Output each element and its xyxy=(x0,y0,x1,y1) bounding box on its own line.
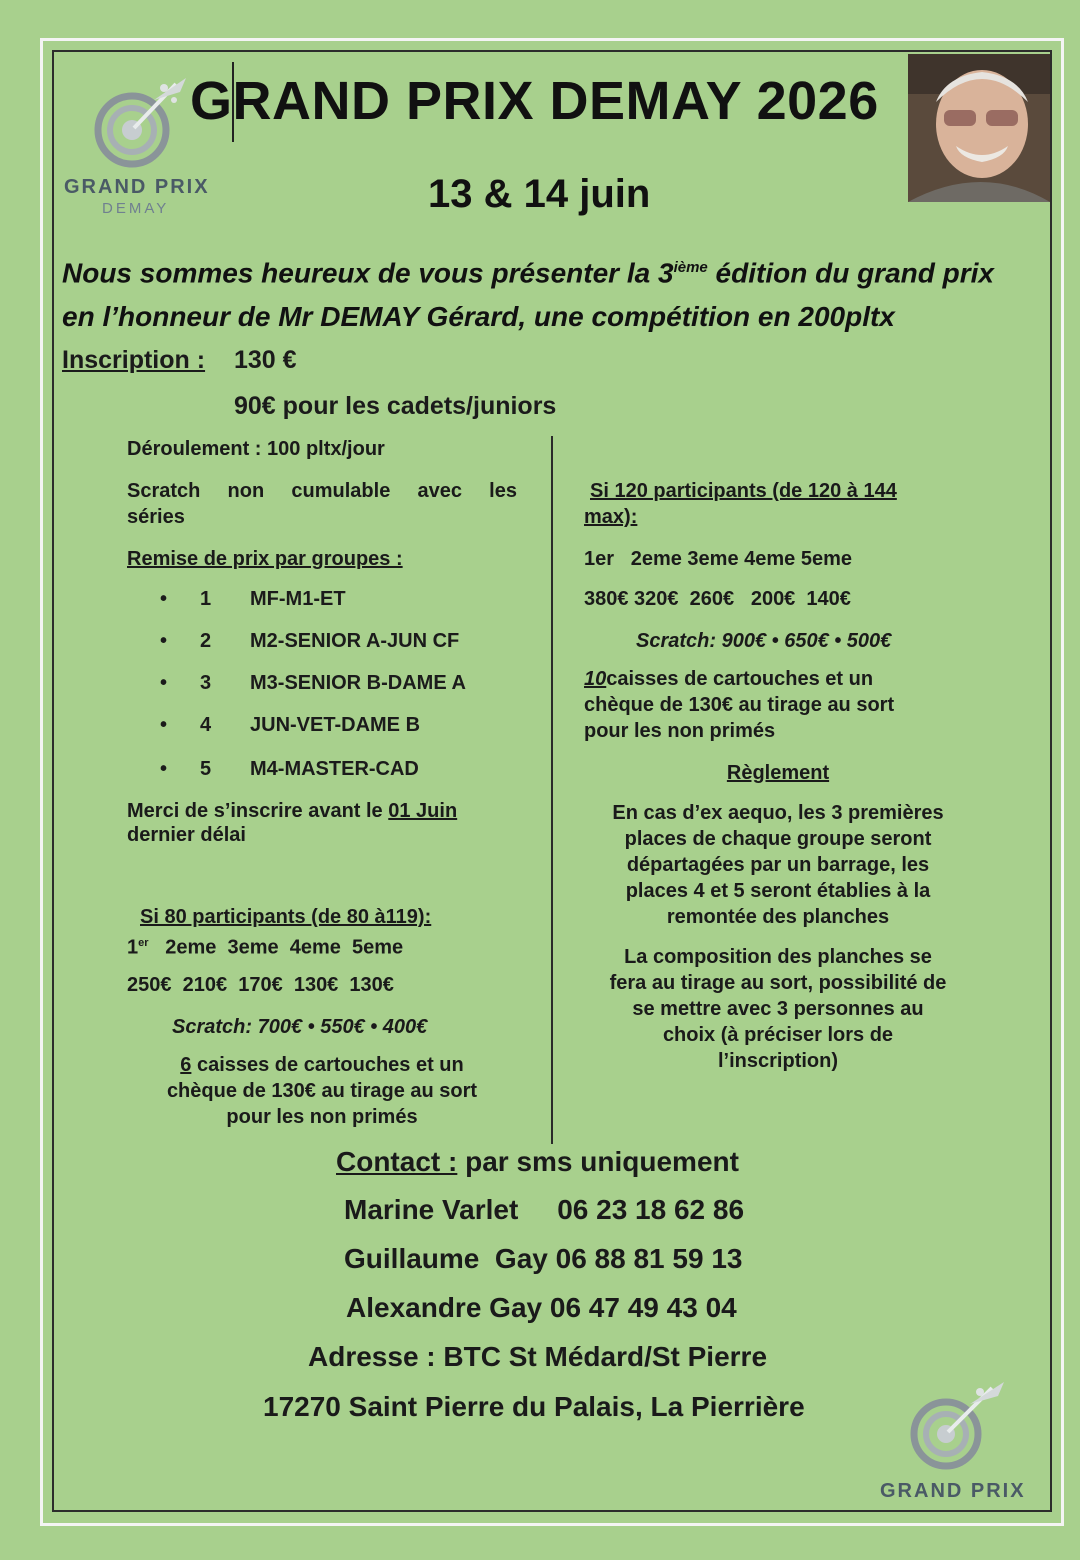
p120-scratch: Scratch: 900€ • 650€ • 500€ xyxy=(636,630,892,652)
p80-scratch: Scratch: 700€ • 550€ • 400€ xyxy=(172,1016,428,1038)
group-item-5: • 5 M4-MASTER-CAD xyxy=(160,758,419,780)
p80-prizes: 250€ 210€ 170€ 130€ 130€ xyxy=(127,974,394,996)
event-date: 13 & 14 juin xyxy=(428,172,651,216)
p80-places: 1er 2eme 3eme 4eme 5eme xyxy=(127,936,404,959)
p120-prizes: 380€ 320€ 260€ 200€ 140€ xyxy=(584,588,851,610)
column-separator xyxy=(551,436,553,1144)
p120-places: 1er 2eme 3eme 4eme 5eme xyxy=(584,548,852,570)
reglement-paragraph-1: En cas d’ex aequo, les 3 premières places de chaque groupe seront départagées par un barrage, les places 4 et 5 seront établies à la remontée des planches xyxy=(612,802,944,928)
p120-title: Si 120 participants (de 120 à 144 max): xyxy=(584,480,897,528)
logo-subtext-top: DEMAY xyxy=(102,200,170,217)
target-logo-bottom-icon xyxy=(906,1376,1010,1472)
p80-lot: 6 caisses de cartouches et un chèque de 130€ au tirage au sort pour les non primés xyxy=(166,1054,478,1128)
inscription-price: 130 € xyxy=(234,346,297,374)
groups-title: Remise de prix par groupes : xyxy=(127,548,403,570)
reglement-title: Règlement xyxy=(726,762,830,784)
target-logo-icon xyxy=(94,70,194,170)
group-item-3: • 3 M3-SENIOR B-DAME A xyxy=(160,672,466,694)
reglement-paragraph-2: La composition des planches se fera au tirage au sort, possibilité de se mettre avec 3 personnes au choix (à préciser lors de l’inscription) xyxy=(609,946,947,1072)
group-item-4: • 4 JUN-VET-DAME B xyxy=(160,714,421,736)
p120-lot: 10caisses de cartouches et un chèque de 130€ au tirage au sort pour les non primés xyxy=(584,668,895,742)
group-item-2: • 2 M2-SENIOR A-JUN CF xyxy=(160,630,460,652)
p80-title: Si 80 participants (de 80 à119): xyxy=(140,906,432,928)
contact-person-1: Marine Varlet 06 23 18 62 86 xyxy=(344,1194,745,1225)
portrait-photo xyxy=(908,54,1050,202)
contact-person-3: Alexandre Gay 06 47 49 43 04 xyxy=(346,1292,737,1323)
deroulement-text: Déroulement : 100 pltx/jour xyxy=(127,438,385,460)
contact-heading: Contact : par sms uniquement xyxy=(336,1146,739,1177)
scratch-note-line1: Scratch non cumulable avec les xyxy=(127,480,517,502)
inscription-label: Inscription : xyxy=(62,346,206,374)
group-item-1: • 1 MF-M1-ET xyxy=(160,588,346,610)
scratch-note-line2: séries xyxy=(127,506,185,528)
address-line: Adresse : BTC St Médard/St Pierre xyxy=(308,1341,768,1372)
deadline-line2: dernier délai xyxy=(127,824,246,846)
page-title: GRAND PRIX DEMAY 2026 xyxy=(190,71,879,131)
city-line: 17270 Saint Pierre du Palais, La Pierrière xyxy=(263,1391,805,1422)
logo-text-bottom: GRAND PRIX xyxy=(880,1480,1026,1502)
inscription-price-youth: 90€ pour les cadets/juniors xyxy=(234,392,557,420)
contact-person-2: Guillaume Gay 06 88 81 59 13 xyxy=(344,1243,743,1274)
intro-text: Nous sommes heureux de vous présenter la 3ième édition du grand prix en l’honneur de Mr DEMAY Gérard, une compétition en 200pltx xyxy=(62,257,994,333)
logo-text-top: GRAND PRIX xyxy=(64,176,210,198)
deadline-line1: Merci de s’inscrire avant le 01 Juin xyxy=(127,800,458,822)
